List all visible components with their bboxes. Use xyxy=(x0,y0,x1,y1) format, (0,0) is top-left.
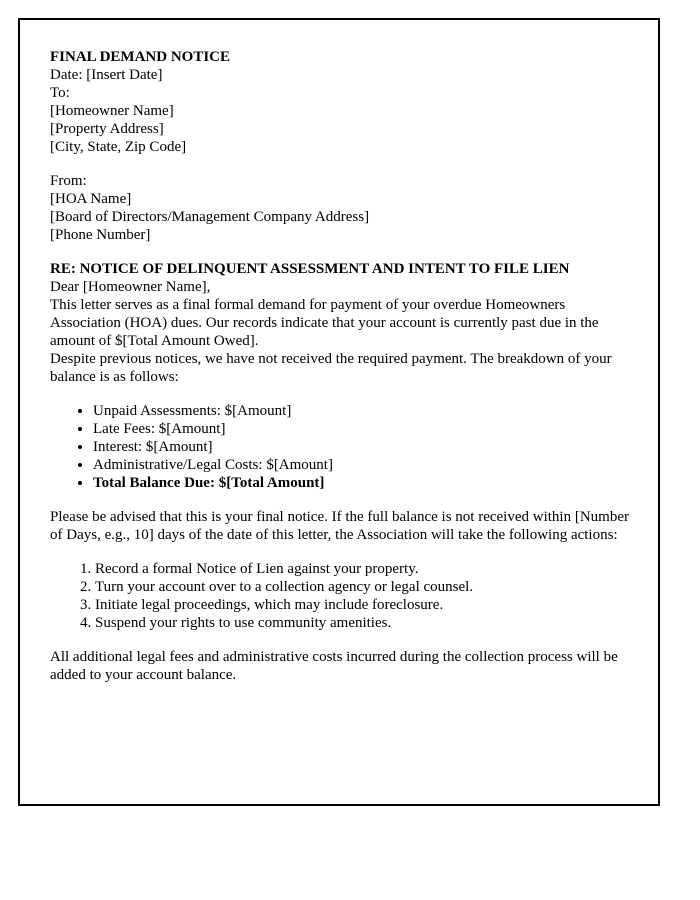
city-state-zip-line: [City, State, Zip Code] xyxy=(50,139,187,155)
balance-item-total-due: • Total Balance Due: $[Total Amount] xyxy=(93,474,630,492)
action-collection-agency: 2. Turn your account over to a collection agency or legal counsel. xyxy=(95,578,630,596)
paragraph-demand: This letter serves as a final formal demand for payment of your overdue Homeowners Association (HOA) dues. Our records indicate that your account is currently past due in the amount of $[Total Amount Owed]. xyxy=(50,297,599,349)
date-line: Date: [Insert Date] xyxy=(50,67,163,83)
actions-list xyxy=(50,560,630,632)
balance-item-interest: • Interest: $[Amount] xyxy=(93,438,630,456)
from-label: From: xyxy=(50,173,87,189)
letter-page xyxy=(18,18,660,806)
hoa-address-line: [Board of Directors/Management Company Address] xyxy=(50,209,370,225)
balance-item-late-fees: • Late Fees: $[Amount] xyxy=(93,420,630,438)
homeowner-name-line: [Homeowner Name] xyxy=(50,103,174,119)
paragraph-additional-fees: All additional legal fees and administrative costs incurred during the collection process will be added to your account balance. xyxy=(50,649,618,683)
action-suspend-amenities: 4. Suspend your rights to use community amenities. xyxy=(95,614,630,632)
balance-item-unpaid-assessments: • Unpaid Assessments: $[Amount] xyxy=(93,402,630,420)
sender-block xyxy=(50,172,630,244)
balance-breakdown-list xyxy=(50,402,630,492)
paragraph-final-notice: Please be advised that this is your final notice. If the full balance is not received within [Number of Days, e.g., 10] days of the date of this letter, the Association will take the following actions: xyxy=(50,509,629,543)
to-label: To: xyxy=(50,85,70,101)
paragraph-breakdown-intro: Despite previous notices, we have not received the required payment. The breakdown of your balance is as follows: xyxy=(50,351,612,385)
hoa-name-line: [HOA Name] xyxy=(50,191,132,207)
phone-number-line: [Phone Number] xyxy=(50,227,151,243)
salutation-line: Dear [Homeowner Name], xyxy=(50,279,211,295)
balance-item-admin-legal-costs: • Administrative/Legal Costs: $[Amount] xyxy=(93,456,630,474)
re-subject-line: RE: NOTICE OF DELINQUENT ASSESSMENT AND INTENT TO FILE LIEN xyxy=(50,261,570,277)
recipient-block xyxy=(50,84,630,156)
action-record-lien: 1. Record a formal Notice of Lien against your property. xyxy=(95,560,630,578)
action-legal-proceedings: 3. Initiate legal proceedings, which may include foreclosure. xyxy=(95,596,630,614)
property-address-line: [Property Address] xyxy=(50,121,164,137)
letter-title: FINAL DEMAND NOTICE xyxy=(50,49,231,65)
